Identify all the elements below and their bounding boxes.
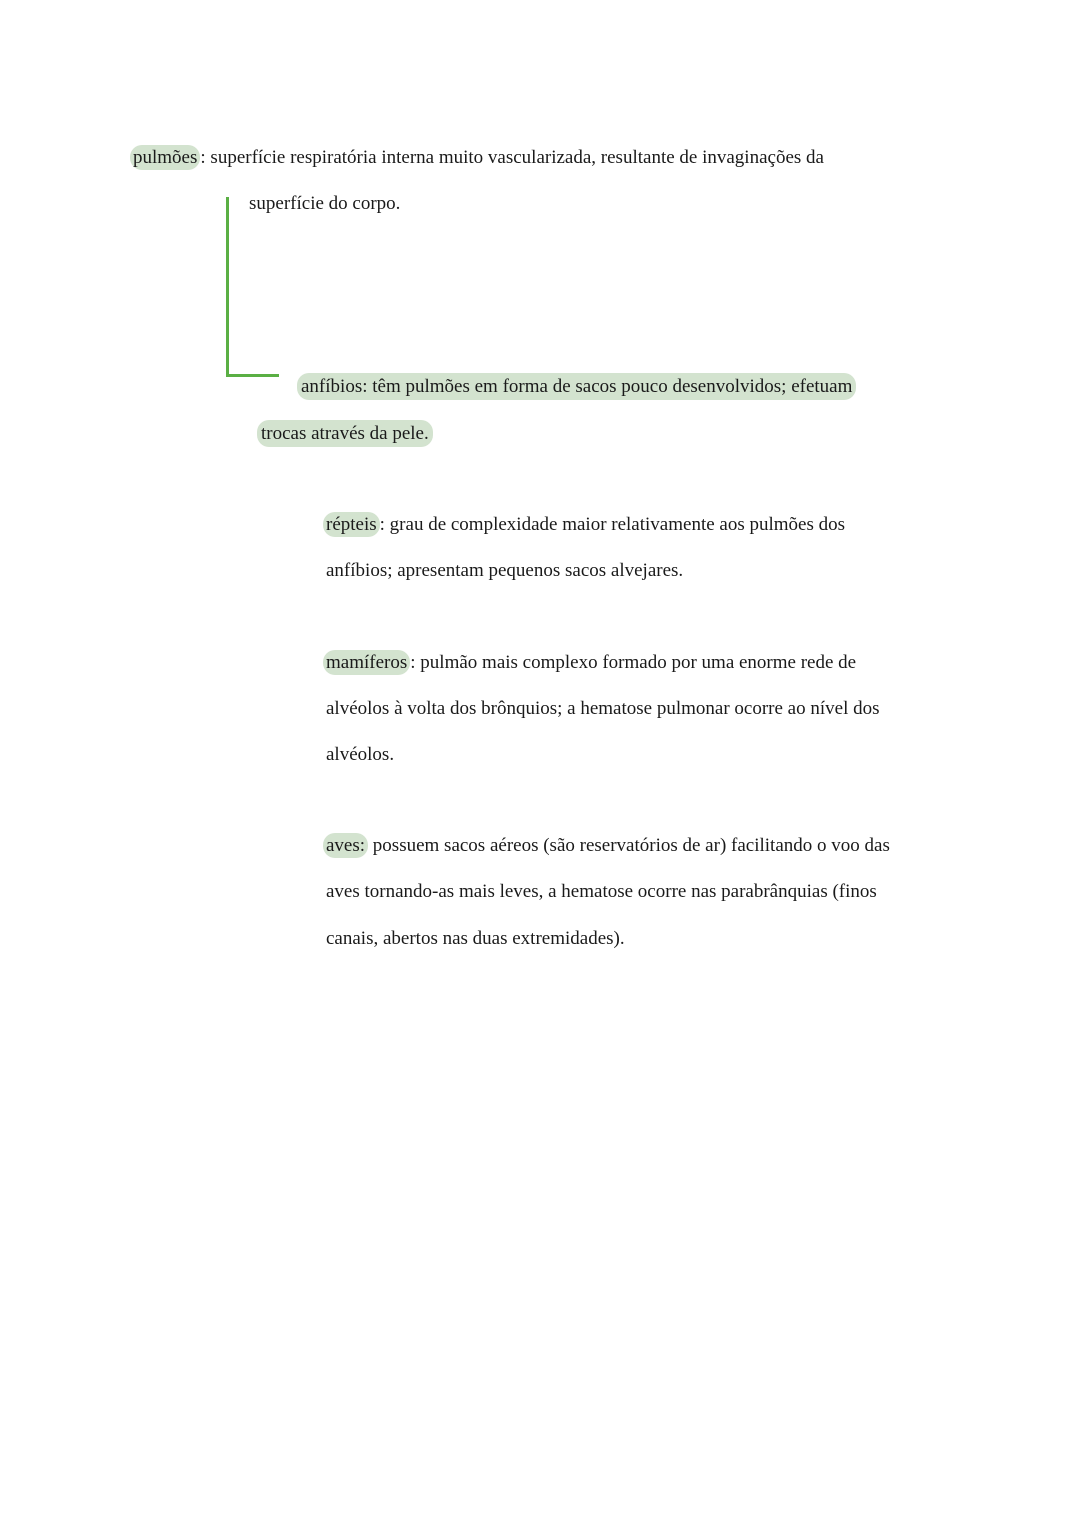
aves-line-1: [323, 834, 890, 858]
anfibios-line-2: [257, 422, 433, 446]
pulmoes-line-2: superfície do corpo.: [249, 193, 401, 214]
connector-bracket-vertical: [226, 197, 229, 377]
repteis-line-1: [323, 513, 845, 537]
mamiferos-line-3: alvéolos.: [326, 744, 395, 765]
aves-line-3: canais, abertos nas duas extremidades).: [326, 928, 625, 949]
anfibios-highlight-1: anfíbios: têm pulmões em forma de sacos pouco desenvolvidos; efetuam: [297, 373, 856, 400]
anfibios-line-1: [297, 375, 856, 399]
connector-bracket-horizontal: [226, 374, 279, 377]
anfibios-highlight-2: trocas através da pele.: [257, 420, 433, 447]
aves-term-highlight: aves:: [323, 833, 368, 858]
mamiferos-line-1: [323, 651, 856, 675]
mamiferos-definition-1: : pulmão mais complexo formado por uma enorme rede de: [410, 652, 857, 673]
mamiferos-term-highlight: mamíferos: [323, 650, 410, 675]
pulmoes-definition-1: : superfície respiratória interna muito vascularizada, resultante de invaginações da: [200, 147, 824, 168]
repteis-line-2: anfíbios; apresentam pequenos sacos alvejares.: [326, 560, 684, 581]
mamiferos-line-2: alvéolos à volta dos brônquios; a hematose pulmonar ocorre ao nível dos: [326, 698, 880, 719]
pulmoes-term-highlight: pulmões: [130, 145, 200, 170]
pulmoes-line-1: [130, 146, 824, 170]
repteis-term-highlight: répteis: [323, 512, 380, 537]
repteis-definition-1: : grau de complexidade maior relativamente aos pulmões dos: [379, 514, 846, 535]
aves-line-2: aves tornando-as mais leves, a hematose ocorre nas parabrânquias (finos: [326, 881, 877, 902]
aves-definition-1: possuem sacos aéreos (são reservatórios de ar) facilitando o voo das: [368, 835, 890, 856]
